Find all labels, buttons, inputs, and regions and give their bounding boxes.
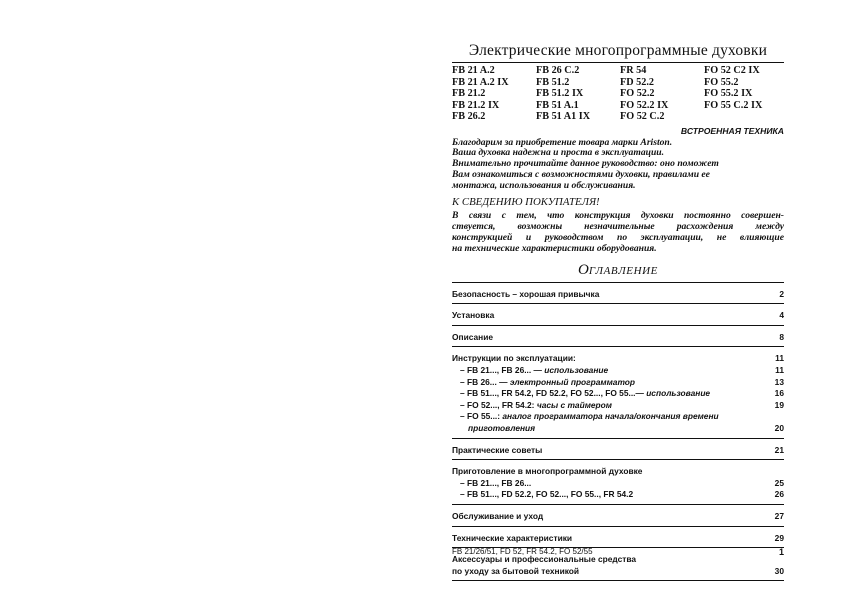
toc-entry-title: Приготовление в многопрограммной духовке — [452, 466, 643, 477]
toc-entry-page: 2 — [779, 288, 784, 299]
toc-subentry-title — [452, 388, 710, 400]
model-code: FD 52.2 — [620, 76, 654, 88]
toc-section — [452, 527, 784, 549]
toc-subentry-title — [452, 411, 719, 423]
toc-subentry-prefix: – FB 51..., FR 54.2, FD 52.2, FO 52..., FO 55...— — [460, 388, 647, 399]
page-title: Электрические многопрограммные духовки — [468, 42, 768, 59]
model-code: FB 21 A.2 — [452, 65, 495, 76]
intro-line: монтажа, использования и обслуживания. — [452, 180, 636, 192]
toc-subentry[interactable] — [452, 400, 784, 412]
toc-subentry-title — [452, 423, 535, 435]
model-code: FO 52 C.2 — [620, 111, 665, 122]
model-code: FB 26 C.2 — [536, 65, 580, 76]
title-divider — [452, 62, 784, 63]
model-code: FR 54 — [620, 65, 647, 76]
toc-entry[interactable] — [452, 310, 784, 322]
footer-models: FB 21/26/51, FD 52, FR 54.2, FO 52/55 — [452, 547, 593, 556]
toc-subentry-italic: приготовления — [468, 423, 536, 433]
toc-title — [452, 261, 784, 279]
toc-subentry-italic: аналог программатора начала/окончания времени — [502, 411, 719, 422]
manual-page — [452, 40, 784, 581]
toc-subentry[interactable] — [452, 411, 784, 423]
toc-subentry[interactable] — [452, 489, 784, 501]
builtin-label: ВСТРОЕННАЯ ТЕХНИКА — [680, 125, 784, 136]
toc-subentry-italic: часы с таймером — [536, 399, 612, 410]
model-code: FB 21.2 IX — [452, 99, 500, 111]
toc-subentry-page: 26 — [774, 489, 784, 500]
toc-section — [452, 283, 784, 305]
toc-subentry-italic: использование — [646, 388, 711, 399]
toc-subentry-page: 11 — [775, 365, 784, 376]
notice-line: на технические характеристики оборудования. — [452, 242, 657, 254]
model-code: FO 55.2 IX — [704, 88, 753, 99]
toc-subentry-italic: электронный программатор — [509, 376, 636, 387]
toc-entry[interactable] — [452, 353, 784, 365]
toc-entry-title: Установка — [452, 310, 495, 321]
toc-entry-title: Безопасность – хорошая привычка — [452, 288, 600, 299]
toc-entry[interactable] — [452, 533, 784, 545]
model-code: FB 51 A.1 — [536, 99, 579, 111]
model-code — [704, 111, 784, 123]
model-code: FO 52.2 IX — [620, 99, 669, 111]
toc-entry-page: 11 — [775, 353, 784, 364]
toc-title-rest: ГЛАВЛЕНИЕ — [588, 264, 659, 277]
footer-page-number: 1 — [778, 547, 784, 557]
toc-title-initial: О — [577, 261, 589, 278]
toc-entry[interactable] — [452, 332, 784, 344]
toc-subentry-page: 25 — [774, 477, 784, 488]
toc-entry-title: Технические характеристики — [452, 532, 573, 543]
toc-entry-page: 21 — [774, 444, 784, 455]
toc-subentry-prefix: – FB 51..., FD 52.2, FO 52..., FO 55.., FR 54.2 — [460, 489, 634, 500]
toc-entry[interactable] — [452, 289, 784, 301]
toc-section — [452, 460, 784, 505]
toc-entry[interactable] — [452, 445, 784, 457]
model-code: FO 52 C2 IX — [704, 65, 760, 76]
toc-subentry-title — [452, 377, 635, 389]
toc-subentry-prefix: – FO 55...: — [460, 411, 503, 422]
intro-line: Внимательно прочитайте данное руководство: оно поможет — [452, 158, 719, 170]
intro-text — [452, 138, 784, 193]
toc-subentry-title — [452, 478, 531, 490]
toc-entry-title: Инструкции по эксплуатации: — [452, 353, 576, 364]
notice-line: конструкцией и руководством по эксплуатации, не влияющие — [452, 231, 784, 243]
toc-subentry-prefix: по уходу за бытовой техникой — [452, 565, 580, 576]
intro-line: Ваша духовка надежна и проста в эксплуатации. — [452, 147, 665, 159]
notice-line: В связи с тем, что конструкция духовки постоянно совершен- — [452, 210, 784, 222]
notice-heading: К СВЕДЕНИЮ ПОКУПАТЕЛЯ! — [452, 196, 600, 209]
model-code: FB 21 A.2 IX — [452, 76, 509, 88]
toc-subentry-page: 20 — [774, 423, 784, 433]
model-list — [452, 65, 784, 123]
toc-subentry-title — [452, 489, 633, 501]
notice-line: ствуется, возможны незначительные расхождения между — [452, 220, 784, 232]
toc-subentry-title — [452, 400, 612, 412]
toc-entry-title: Описание — [452, 331, 494, 342]
toc-section — [452, 326, 784, 348]
model-code: FO 55.2 — [704, 76, 739, 88]
intro-line: Вам ознакомиться с возможностями духовки, правилами ее — [452, 169, 710, 181]
toc-subentry-prefix: – FB 21..., FB 26... — — [460, 365, 545, 376]
toc-subentry[interactable] — [452, 423, 784, 435]
page-footer — [452, 547, 784, 557]
toc-subentry[interactable] — [452, 388, 784, 400]
model-code: FB 21.2 — [452, 88, 486, 99]
toc-subentry-page: 19 — [774, 399, 784, 410]
table-of-contents — [452, 282, 784, 582]
toc-entry-page: 4 — [779, 310, 784, 321]
toc-entry[interactable] — [452, 511, 784, 523]
toc-entry-page: 27 — [774, 510, 784, 521]
toc-entry-title: Обслуживание и уход — [452, 510, 544, 521]
intro-line: Благодарим за приобретение товара марки Ariston. — [452, 136, 673, 148]
toc-subentry[interactable] — [452, 566, 784, 578]
model-code: FB 51.2 — [536, 76, 570, 88]
toc-subentry-italic: использование — [544, 365, 609, 376]
toc-subentry-page: 16 — [774, 388, 784, 399]
toc-subentry-prefix: – FO 52..., FR 54.2: — [460, 399, 537, 410]
notice-text — [452, 211, 784, 255]
toc-subentry-page: 30 — [774, 565, 784, 576]
toc-entry-page: 29 — [774, 532, 784, 543]
model-code: FO 52.2 — [620, 88, 655, 99]
toc-entry-page: 8 — [779, 331, 784, 342]
toc-section — [452, 505, 784, 527]
toc-subentry-prefix: – FB 21..., FB 26... — [460, 477, 532, 488]
toc-subentry[interactable] — [452, 365, 784, 377]
toc-subentry-page: 13 — [774, 376, 784, 387]
toc-section — [452, 304, 784, 326]
toc-subentry-prefix: – FB 26... — — [460, 376, 510, 387]
toc-entry-title: Практические советы — [452, 444, 543, 455]
toc-entry[interactable] — [452, 466, 784, 478]
model-code: FB 51.2 IX — [536, 88, 584, 99]
toc-entry-title: Аксессуары и профессиональные средства — [452, 554, 637, 565]
toc-subentry[interactable] — [452, 478, 784, 490]
toc-section — [452, 347, 784, 438]
toc-subentry-title — [452, 365, 608, 377]
model-code: FO 55 C.2 IX — [704, 99, 763, 111]
model-code: FB 26.2 — [452, 111, 486, 122]
toc-subentry[interactable] — [452, 377, 784, 389]
toc-section — [452, 439, 784, 461]
model-code: FB 51 A1 IX — [536, 111, 591, 122]
toc-subentry-title — [452, 566, 579, 578]
